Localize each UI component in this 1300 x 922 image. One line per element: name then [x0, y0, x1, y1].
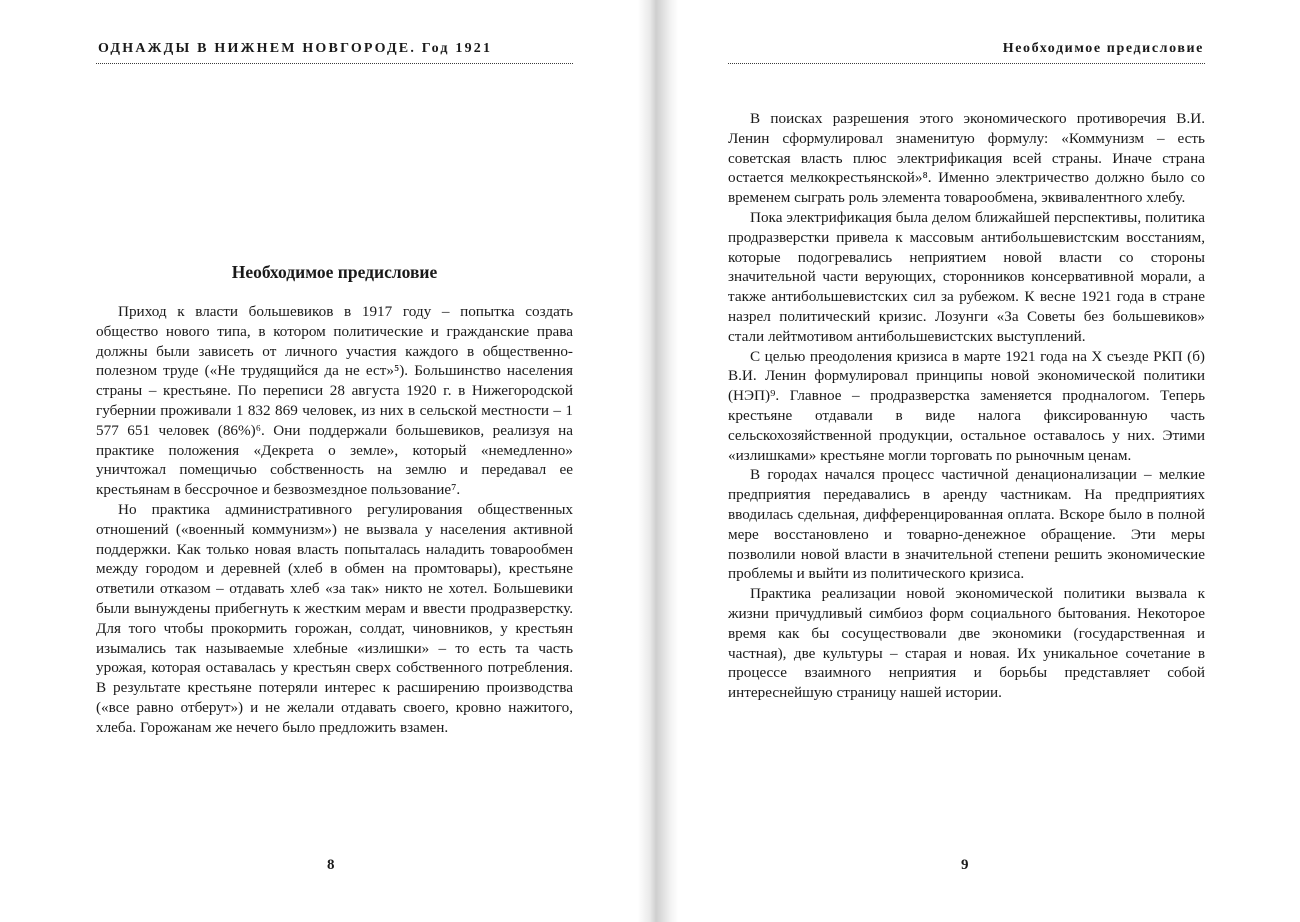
- paragraph: В поисках разрешения этого экономического противоречия В.И. Ленин сформулировал знаменитую формулу: «Коммунизм – есть советская власть плюс электрификация всей страны. Иначе страна остается мелкокрестьянской»⁸. Именно электричество должно было со временем сыграть роль элемента товарообмена, эквивалентного хлебу.: [728, 110, 1205, 207]
- paragraph: В городах начался процесс частичной денационализации – мелкие предприятия передавались в аренду частникам. На предприятиях вводилась сдельная, дифференцированная оплата. Вскоре было в полной мере восстановлено и товарно-денежное обращение. Эти меры позволили новой власти в значительной степени решить экономические проблемы и выйти из политического кризиса.: [728, 466, 1205, 583]
- header-rule-right: [728, 63, 1205, 64]
- paragraph: Практика реализации новой экономической политики вызвала к жизни причудливый симбиоз форм социального бытования. Некоторое время как бы сосуществовали две экономики (государственная и частная), две культуры – старая и новая. Их уникальное сочетание в процессе взаимного неприятия и борьбы представляет собой интереснейшую страницу нашей истории.: [728, 585, 1205, 702]
- running-head-left: ОДНАЖДЫ В НИЖНЕМ НОВГОРОДЕ. Год 1921: [98, 41, 493, 56]
- header-rule-left: [96, 63, 573, 64]
- right-body-text: [728, 109, 1205, 703]
- book-gutter-shadow: [638, 0, 678, 922]
- page-number-left: 8: [327, 857, 335, 873]
- page-number-right: 9: [961, 857, 969, 873]
- paragraph: Но практика административного регулирования общественных отношений («военный коммунизм») не вызвала у населения активной поддержки. Как только новая власть попыталась наладить товарообмен между городом и деревней (хлеб в обмен на промтовары), крестьяне ответили отказом – отдавать хлеб «за так» никто не хотел. Большевики были вынуждены прибегнуть к жестким мерам и ввести продразверстку. Для того чтобы прокормить горожан, солдат, чиновников, у крестьян изымались так называемые хлебные «излишки» – то есть та часть урожая, которая оставалась у крестьян сверх собственного потребления. В результате крестьяне потеряли интерес к расширению производства («все равно отберут») и не желали отдавать своего, кровно нажитого, хлеба. Горожанам же нечего было предложить взамен.: [96, 500, 573, 736]
- running-head-right: Необходимое предисловие: [1002, 41, 1204, 56]
- right-page: [650, 0, 1300, 922]
- left-body-text: [96, 302, 573, 738]
- chapter-title: Необходимое предисловие: [231, 262, 438, 282]
- paragraph: С целью преодоления кризиса в марте 1921 года на X съезде РКП (б) В.И. Ленин формулировал принципы новой экономической политики (НЭП)⁹. Главное – продразверстка заменяется продналогом. Теперь крестьяне отдавали в виде налога фиксированную часть сельскохозяйственной продукции, остальное оставалось у них. Этими «излишками» крестьяне могли торговать по рыночным ценам.: [728, 347, 1205, 464]
- paragraph: Пока электрификация была делом ближайшей перспективы, политика продразверстки привела к массовым антибольшевистским восстаниям, которые подогревались неприятием новой власти со стороны значительной части верующих, сторонников консервативной морали, а также антибольшевистских сил за рубежом. К весне 1921 года в стране назрел политический кризис. Лозунги «За Советы без большевиков» стали лейтмотивом антибольшевистских выступлений.: [728, 208, 1205, 345]
- paragraph: Приход к власти большевиков в 1917 году – попытка создать общество нового типа, в котором политические и гражданские права должны были зависеть от личного участия каждого в общественно-полезном труде («Не трудящийся да не ест»⁵). Большинство населения страны – крестьяне. По переписи 28 августа 1920 г. в Нижегородской губернии проживали 1 832 869 человек, из них в сельской местности – 1 577 651 человек (86%)⁶. Они поддержали большевиков, реализуя на практике положения «Декрета о земле», который «немедленно» уничтожал помещичью собственность на землю и передавал ее крестьянам в бессрочное и безвозмездное пользование⁷.: [96, 303, 573, 499]
